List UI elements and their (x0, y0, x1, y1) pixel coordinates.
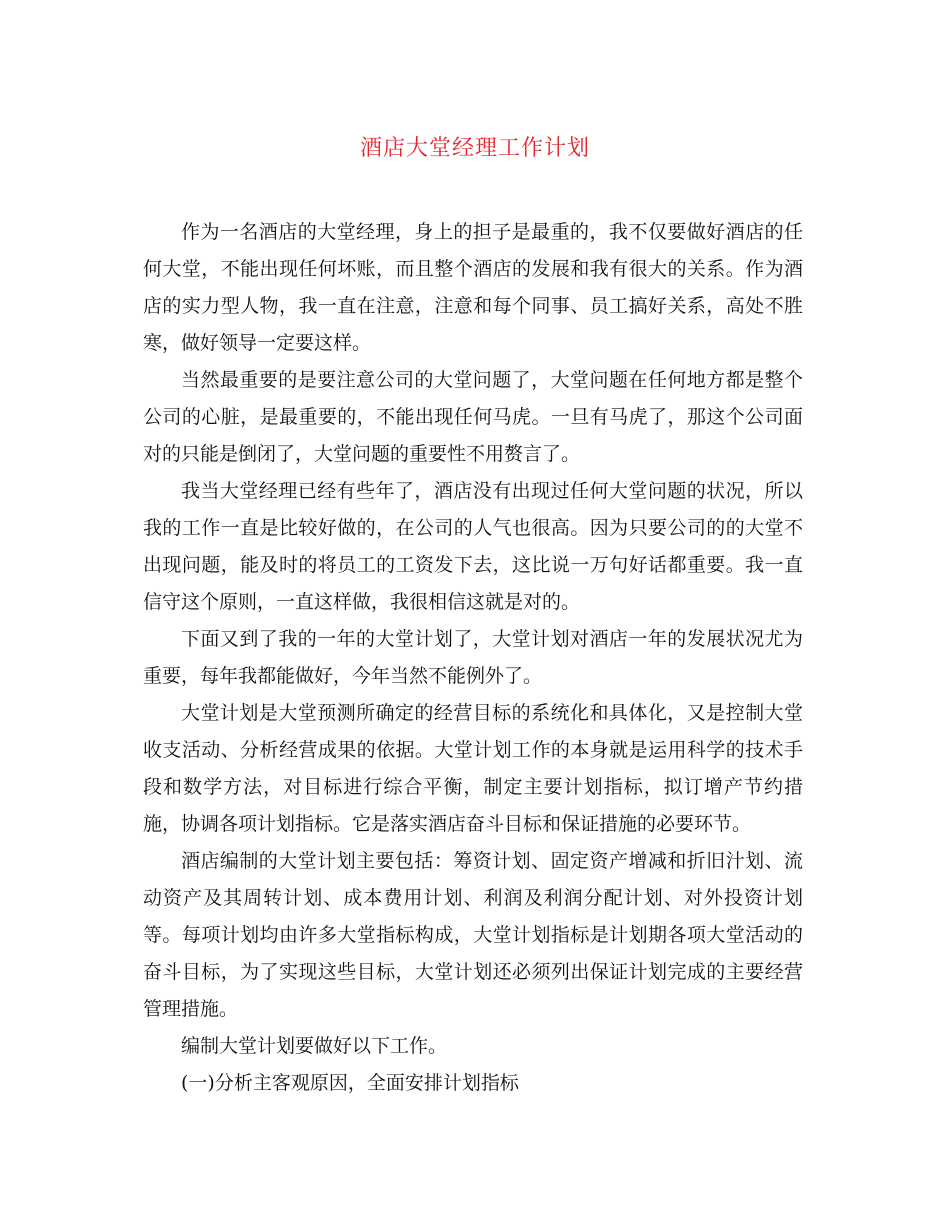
paragraph: 当然最重要的是要注意公司的大堂问题了，大堂问题在任何地方都是整个公司的心脏，是最重要的，不能出现任何马虎。一旦有马虎了，那这个公司面对的只能是倒闭了，大堂问题的重要性不用赘言了。 (143, 369, 803, 465)
document-body (143, 214, 803, 1102)
paragraph: 作为一名酒店的大堂经理，身上的担子是最重的，我不仅要做好酒店的任何大堂，不能出现任何坏账，而且整个酒店的发展和我有很大的关系。作为酒店的实力型人物，我一直在注意，注意和每个同事、员工搞好关系，高处不胜寒，做好领导一定要这样。 (143, 221, 803, 354)
paragraph: 编制大堂计划要做好以下工作。 (181, 1035, 448, 1057)
paragraph: 酒店编制的大堂计划主要包括：筹资计划、固定资产增减和折旧汁划、流动资产及其周转计划、成本费用计划、利润及利润分配计划、对外投资计划等。每项计划均由许多大堂指标构成，大堂计划指标是计划期各项大堂活动的奋斗目标，为了实现这些目标，大堂计划还必须列出保证计划完成的主要经营管理措施。 (143, 850, 803, 1020)
paragraph: 我当大堂经理已经有些年了，酒店没有出现过任何大堂问题的状况，所以我的工作一直是比较好做的，在公司的人气也很高。因为只要公司的的大堂不出现问题，能及时的将员工的工资发下去，这比说一万句好话都重要。我一直信守这个原则，一直这样做，我很相信这就是对的。 (143, 480, 803, 613)
paragraph: 大堂计划是大堂预测所确定的经营目标的系统化和具体化，又是控制大堂收支活动、分析经营成果的依据。大堂计划工作的本身就是运用科学的技术手段和数学方法，对目标进行综合平衡，制定主要计划指标，拟订增产节约措施，协调各项计划指标。它是落实酒店奋斗目标和保证措施的必要环节。 (143, 702, 803, 835)
document-title: 酒店大堂经理工作计划 (359, 136, 590, 161)
paragraph: 下面又到了我的一年的大堂计划了，大堂计划对酒店一年的发展状况尤为重要，每年我都能做好，今年当然不能例外了。 (143, 628, 803, 687)
section-heading: (一)分析主客观原因，全面安排计划指标 (181, 1072, 519, 1094)
